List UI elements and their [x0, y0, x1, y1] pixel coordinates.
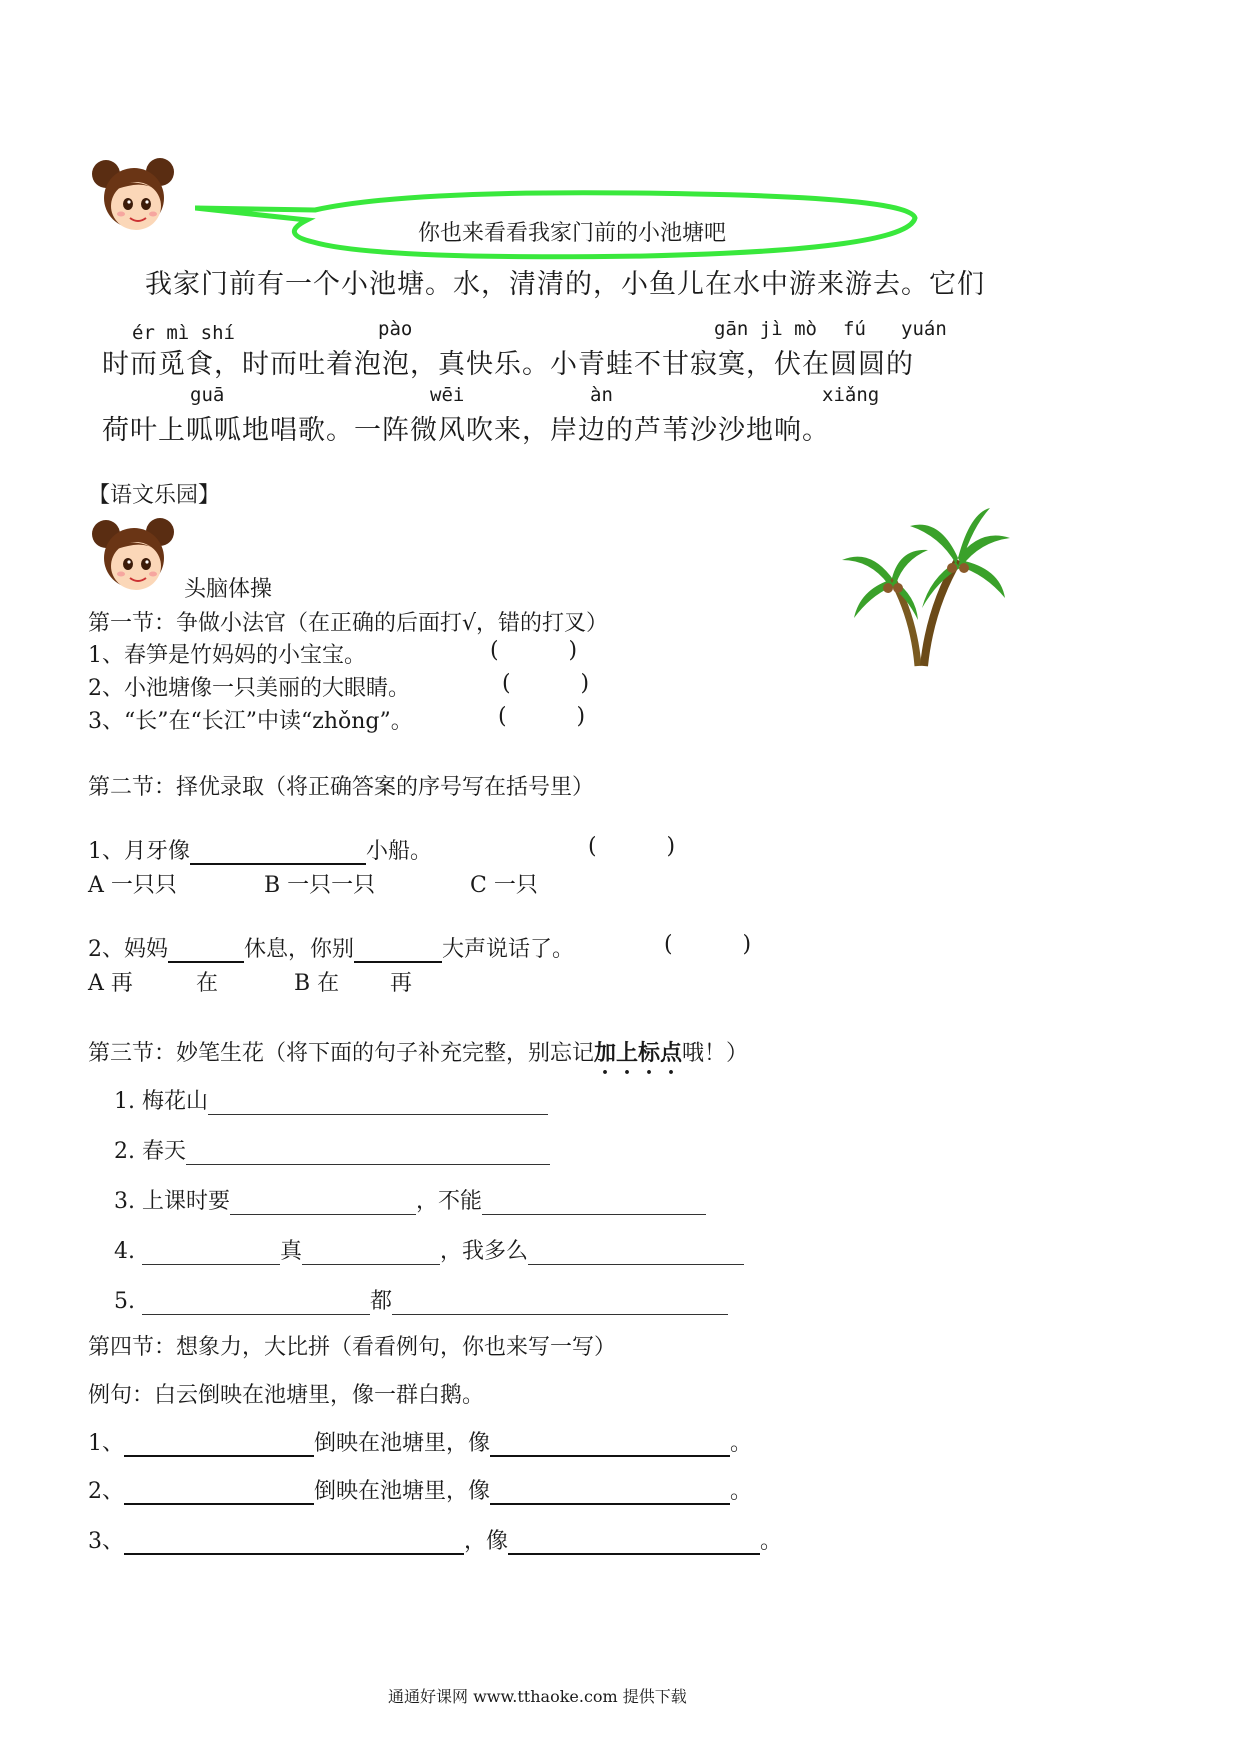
- s4-example: 例句：白云倒映在池塘里，像一群白鹅。: [88, 1383, 485, 1408]
- s4-item-2-end: 。: [730, 1479, 753, 1504]
- s2-q1-pre: 1、月牙像: [88, 839, 190, 864]
- s2-q1-post: 小船。: [366, 839, 433, 864]
- s3-item-1-num: 1.: [114, 1089, 135, 1114]
- s4-item-2-blank-1[interactable]: [124, 1481, 314, 1505]
- s3-item-4-blank-1[interactable]: [142, 1244, 280, 1265]
- s4-title: 第四节：想象力，大比拼（看看例句，你也来写一写）: [88, 1335, 617, 1360]
- s1-item-3: 3、“长”在“长江”中读“zhǒng”。: [88, 709, 413, 734]
- s3-title-post: 哦！）: [682, 1041, 749, 1066]
- s2-q2: [88, 932, 574, 963]
- page-footer: 通通好课网 www.tthaoke.com 提供下载: [388, 1687, 687, 1706]
- s3-item-2-num: 2.: [114, 1139, 135, 1164]
- s4-item-3: [88, 1524, 782, 1555]
- s2-title: 第二节：择优录取（将正确答案的序号写在括号里）: [88, 775, 595, 800]
- s3-item-3-text-2: ，不能: [416, 1189, 483, 1214]
- s2-q2-option-a2: 在: [196, 971, 219, 996]
- s1-title: 第一节：争做小法官（在正确的后面打√，错的打叉）: [88, 611, 609, 636]
- s3-item-5-blank-1[interactable]: [142, 1294, 370, 1315]
- s3-item-5-blank-2[interactable]: [392, 1294, 728, 1315]
- s3-item-4-blank-2[interactable]: [302, 1244, 440, 1265]
- s3-item-4-blank-3[interactable]: [528, 1244, 744, 1265]
- s4-item-3-blank-2[interactable]: [508, 1531, 760, 1555]
- s4-item-3-num: 3、: [88, 1529, 124, 1554]
- s2-q2-paren[interactable]: ( ): [664, 932, 752, 957]
- pinyin-pao: pào: [378, 318, 413, 340]
- s3-item-4-num: 4.: [114, 1239, 135, 1264]
- passage-line-3: 荷叶上呱呱地唱歌。一阵微风吹来，岸边的芦苇沙沙地响。: [102, 415, 830, 446]
- s4-item-2-mid: 倒映在池塘里，像: [314, 1479, 491, 1504]
- s4-item-1-blank-1[interactable]: [124, 1433, 314, 1457]
- s1-item-2: 2、小池塘像一只美丽的大眼睛。: [88, 676, 410, 701]
- s3-item-3: [114, 1184, 706, 1215]
- s1-paren-1[interactable]: ( ): [490, 638, 578, 663]
- s4-item-2: [88, 1474, 752, 1505]
- pinyin-gua: guā: [190, 384, 225, 406]
- s3-item-4: [114, 1234, 744, 1265]
- pinyin-xiang: xiǎng: [822, 384, 880, 406]
- s3-title-bold: 加上标点: [594, 1040, 683, 1066]
- s3-title-pre: 第三节：妙笔生花（将下面的句子补充完整，别忘记: [88, 1041, 595, 1066]
- s3-item-5-num: 5.: [114, 1289, 135, 1314]
- palm-tree-icon: [840, 508, 1015, 668]
- s4-item-1: [88, 1426, 752, 1457]
- section-title: 【语文乐园】: [88, 483, 221, 508]
- s3-item-5: [114, 1284, 728, 1315]
- pinyin-ganjimo: gān jì mò: [714, 318, 817, 340]
- s3-item-1-blank[interactable]: [208, 1094, 548, 1115]
- s4-item-2-num: 2、: [88, 1479, 124, 1504]
- girl-avatar-icon-2: [88, 512, 180, 594]
- passage-line-2: 时而觅食，时而吐着泡泡，真快乐。小青蛙不甘寂寞，伏在圆圆的: [102, 349, 914, 380]
- s2-q2-option-b2: 再: [390, 971, 413, 996]
- pinyin-an: àn: [590, 384, 613, 406]
- s4-item-2-blank-2[interactable]: [490, 1481, 730, 1505]
- pinyin-wei: wēi: [430, 384, 465, 406]
- s2-q2-blank-2[interactable]: [354, 939, 442, 963]
- s2-q2-blank-1[interactable]: [168, 939, 244, 963]
- s3-item-4-text-2: ，我多么: [440, 1239, 529, 1264]
- s2-q1-option-c: C 一只: [470, 873, 538, 898]
- s4-item-3-end: 。: [760, 1529, 783, 1554]
- passage-line-1: 我家门前有一个小池塘。水，清清的，小鱼儿在水中游来游去。它们: [145, 269, 985, 300]
- s4-item-1-blank-2[interactable]: [490, 1433, 730, 1457]
- s2-q2-mid: 休息，你别: [244, 937, 355, 962]
- pinyin-yuan: yuán: [901, 318, 947, 340]
- s4-item-1-num: 1、: [88, 1431, 124, 1456]
- girl-avatar-icon: [88, 152, 180, 234]
- s2-q1: [88, 834, 432, 865]
- s3-title: [88, 1036, 748, 1079]
- s3-item-5-text: 都: [370, 1289, 393, 1314]
- bubble-text: 你也来看看我家门前的小池塘吧: [418, 221, 727, 246]
- s3-item-3-blank-1[interactable]: [230, 1194, 416, 1215]
- s3-item-2-text: 春天: [142, 1139, 187, 1164]
- s1-item-1: 1、春笋是竹妈妈的小宝宝。: [88, 643, 366, 668]
- s2-q2-option-a: A 再: [88, 971, 133, 996]
- s3-item-1: [114, 1084, 548, 1115]
- s4-item-3-blank-1[interactable]: [124, 1531, 464, 1555]
- s2-q2-pre: 2、妈妈: [88, 937, 168, 962]
- s3-item-1-text: 梅花山: [142, 1089, 209, 1114]
- s3-item-2: [114, 1134, 550, 1165]
- s4-item-1-end: 。: [730, 1431, 753, 1456]
- s2-q1-option-b: B 一只一只: [264, 873, 376, 898]
- s3-item-4-text: 真: [280, 1239, 303, 1264]
- s1-paren-2[interactable]: ( ): [502, 671, 590, 696]
- pinyin-ermishi: ér mì shí: [132, 322, 235, 344]
- s3-item-3-blank-2[interactable]: [482, 1194, 706, 1215]
- pinyin-fu: fú: [843, 318, 866, 340]
- warmup-label: 头脑体操: [184, 577, 273, 602]
- s2-q2-post: 大声说话了。: [442, 937, 575, 962]
- s4-item-3-mid: ，像: [464, 1529, 509, 1554]
- s4-item-1-mid: 倒映在池塘里，像: [314, 1431, 491, 1456]
- s2-q1-option-a: A 一只只: [88, 873, 177, 898]
- s1-paren-3[interactable]: ( ): [498, 704, 586, 729]
- s3-item-3-text: 上课时要: [142, 1189, 231, 1214]
- s2-q1-paren[interactable]: ( ): [588, 834, 676, 859]
- s2-q1-blank[interactable]: [190, 841, 366, 865]
- s3-item-2-blank[interactable]: [186, 1144, 550, 1165]
- s2-q2-option-b: B 在: [294, 971, 340, 996]
- s3-item-3-num: 3.: [114, 1189, 135, 1214]
